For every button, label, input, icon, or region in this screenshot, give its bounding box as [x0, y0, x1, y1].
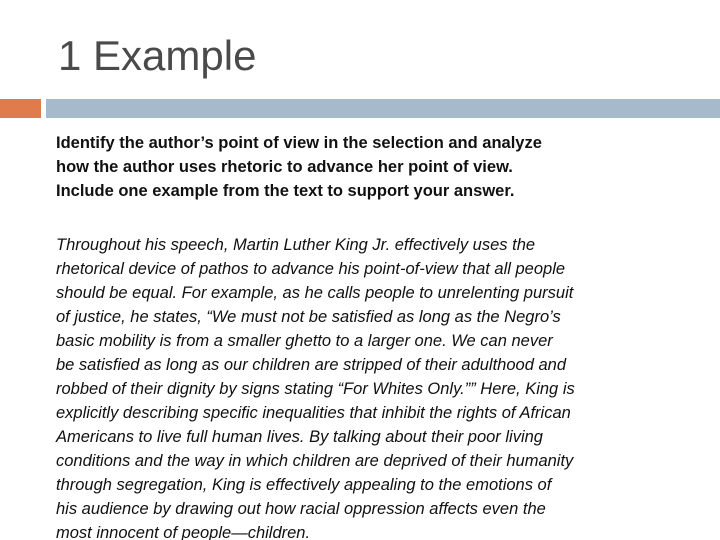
prompt-text — [56, 131, 696, 203]
title-divider-bar — [46, 99, 720, 118]
answer-line: be satisfied as long as our children are stripped of their adulthood and — [56, 356, 566, 374]
prompt-line: how the author uses rhetoric to advance her point of view. — [56, 158, 513, 176]
prompt-line: Identify the author’s point of view in the selection and analyze — [56, 134, 542, 152]
answer-line: rhetorical device of pathos to advance his point-of-view that all people — [56, 260, 566, 278]
answer-line: Throughout his speech, Martin Luther King Jr. effectively uses the — [56, 236, 536, 254]
answer-line: through segregation, King is effectively appealing to the emotions of — [56, 476, 552, 494]
prompt-line: Include one example from the text to support your answer. — [56, 182, 515, 200]
answer-line: his audience by drawing out how racial oppression affects even the — [56, 500, 546, 518]
answer-line: basic mobility is from a smaller ghetto to a larger one. We can never — [56, 332, 553, 350]
answer-line: Americans to live full human lives. By talking about their poor living — [56, 428, 543, 446]
slide-title: 1 Example — [58, 32, 257, 79]
answer-line: conditions and the way in which children are deprived of their humanity — [56, 452, 574, 470]
title-accent-bar — [0, 99, 41, 118]
answer-line: of justice, he states, “We must not be satisfied as long as the Negro’s — [56, 308, 561, 326]
answer-line: most innocent of people—children. — [56, 524, 311, 540]
answer-line: explicitly describing specific inequalities that inhibit the rights of African — [56, 404, 571, 422]
answer-line: should be equal. For example, as he calls people to unrelenting pursuit — [56, 284, 574, 302]
answer-text — [56, 233, 696, 540]
answer-line: robbed of their dignity by signs stating “For Whites Only.”” Here, King is — [56, 380, 575, 398]
